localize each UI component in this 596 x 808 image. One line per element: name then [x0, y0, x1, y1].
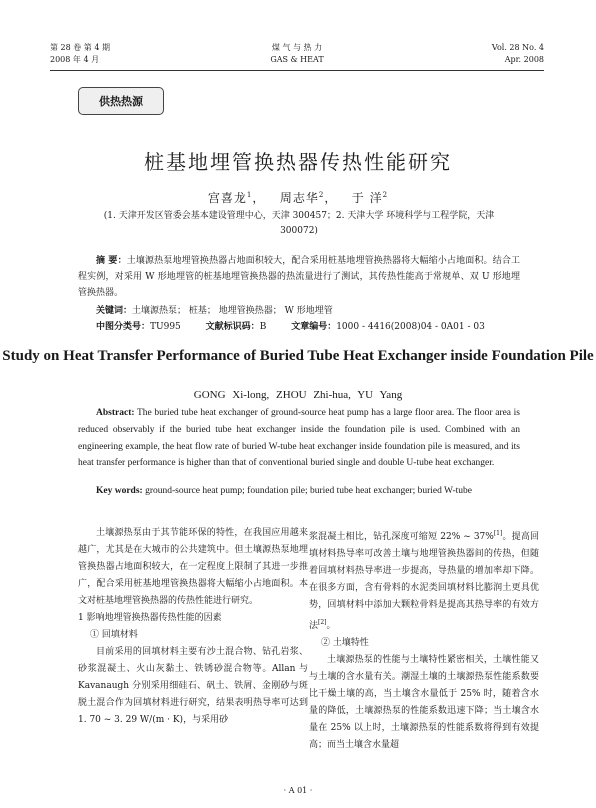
author-sup: 1	[246, 191, 253, 199]
article-number: 文章编号：1000 - 4416(2008)04 - 0A01 - 03	[291, 322, 485, 332]
journal-name-cn: 煤 气 与 热 力	[271, 43, 323, 52]
clc-code: 中图分类号：TU995	[96, 322, 181, 332]
keywords-en-label: Key words:	[96, 486, 143, 496]
journal-name-en: GAS & HEAT	[270, 55, 324, 64]
abstract-en	[78, 405, 520, 472]
column-tag: 供热热源	[78, 87, 164, 115]
body-column-right	[309, 525, 539, 754]
subsection-heading: ① 回填材料	[90, 630, 138, 640]
authors-cn: 宫喜龙$^1$， 周志华$^2$， 于 洋$^2$	[207, 191, 389, 205]
keywords-cn-label: 关键词：	[96, 306, 133, 316]
title-en: Study on Heat Transfer Performance of Buried Tube Heat Exchanger inside Foundation Pile	[2, 348, 594, 364]
body-paragraph: 目前采用的回填材料主要有沙土混合物、钻孔岩浆、砂浆混凝土、火山灰黏土、铁锈砂混合物等。Allan 与 Kavanaugh 分别采用细硅石、矾土、铁屑、金刚砂与斑脱土混合作为回填材料进行研究，结果表明热导率可达到 1. 70 ~ 3. 29 W/(m · K)，与采用砂	[78, 647, 308, 725]
keywords-en	[78, 483, 520, 500]
citation: [1]	[493, 530, 503, 537]
author-sup: 2	[382, 191, 389, 199]
body-column-left	[78, 525, 308, 729]
affiliation-cn: (1. 天津开发区管委会基本建设管理中心，天津 300457；2. 天津大学 环境科学与工程学院，天津 300072)	[103, 211, 495, 236]
page-number: · A 01 ·	[283, 786, 313, 795]
section-heading: 1 影响地埋管换热器传热性能的因素	[78, 613, 222, 623]
volume-issue: 第 28 卷 第 4 期	[50, 43, 110, 52]
author-name: 宫喜龙	[207, 191, 247, 205]
author-sup: 2	[318, 191, 325, 199]
date-cn: 2008 年 4 月	[50, 55, 100, 64]
keywords-en-text: ground-source heat pump; foundation pile; buried tube heat exchanger; buried W-tube	[142, 486, 473, 496]
keywords-cn-text: 土壤源热泵； 桩基； 地埋管换热器； W 形地埋管	[132, 306, 333, 316]
classification-line	[96, 320, 520, 335]
doc-code: 文献标识码：B	[205, 322, 267, 332]
volume-issue-en: Vol. 28 No. 4	[491, 43, 544, 52]
abstract-en-label: Abstract:	[96, 408, 135, 418]
keywords-cn	[96, 304, 520, 319]
author-name: 于 洋	[351, 191, 383, 205]
body-paragraph: 土壤源热泵的性能与土壤特性紧密相关，土壤性能又与土壤的含水量有关。潮湿土壤的土壤源热泵性能系数要比干燥土壤的高，当土壤含水量低于 25% 时，随着含水量的降低，土壤源热泵的性能系数迅速下降；当土壤含水量在 25% 以上时，土壤源热泵的性能系数将得到有效提高；而当土壤含水量超	[309, 655, 539, 750]
title-cn: 桩基地埋管换热器传热性能研究	[144, 150, 452, 174]
header-rule	[50, 70, 544, 71]
body-paragraph: 土壤源热泵由于其节能环保的特性，在我国应用越来越广，尤其是在大城市的公共建筑中。但土壤源热泵地埋管换热器占地面积较大，在一定程度上限制了其进一步推广，配合采用桩基地埋管换热器将大幅缩小占地面积。本文对桩基地埋管换热器的传热性能进行研究。	[78, 528, 308, 606]
running-header	[50, 42, 544, 70]
subsection-heading: ② 土壤特性	[321, 638, 369, 648]
abstract-cn	[78, 253, 520, 301]
header-right	[492, 42, 544, 66]
body-paragraph: 浆混凝土相比，钻孔深度可缩短 22% ~ 37%[1]。提高回填材料热导率可改善土壤与地埋管换热器间的传热，但随着回填材料热导率进一步提高，导热量的增加率却下降。在很多方面，含有骨料的水泥类回填材料比膨润土更具优势，回填材料中添加大颗粒骨料是提高其热导率的有效方法[2]。	[309, 530, 539, 631]
author-name: 周志华	[279, 191, 319, 205]
citation: [2]	[318, 619, 327, 626]
date-en: Apr. 2008	[504, 55, 544, 64]
abstract-cn-text: 土壤源热泵地埋管换热器占地面积较大，配合采用桩基地埋管换热器将大幅缩小占地面积。结合工程实例，对采用 W 形地埋管的桩基地埋管换热器的热流量进行了测试，其传热性能高于常规单、双 U 形地埋管换热器。	[78, 256, 520, 298]
authors-en: GONG Xi-long, ZHOU Zhi-hua, YU Yang	[193, 389, 403, 401]
header-center	[50, 42, 544, 66]
abstract-cn-label: 摘 要：	[96, 256, 127, 266]
abstract-en-text: The buried tube heat exchanger of ground-source heat pump has a large floor area. The floor area is reduced observably if the buried tube heat exchanger inside the foundation pile is used. Combined with an engineering example, the heat flow rate of buried W-tube heat exchanger inside foundation pile is measured, and its heat transfer performance is higher than that of conventional buried single and double U-tube heat exchanger.	[78, 408, 520, 469]
